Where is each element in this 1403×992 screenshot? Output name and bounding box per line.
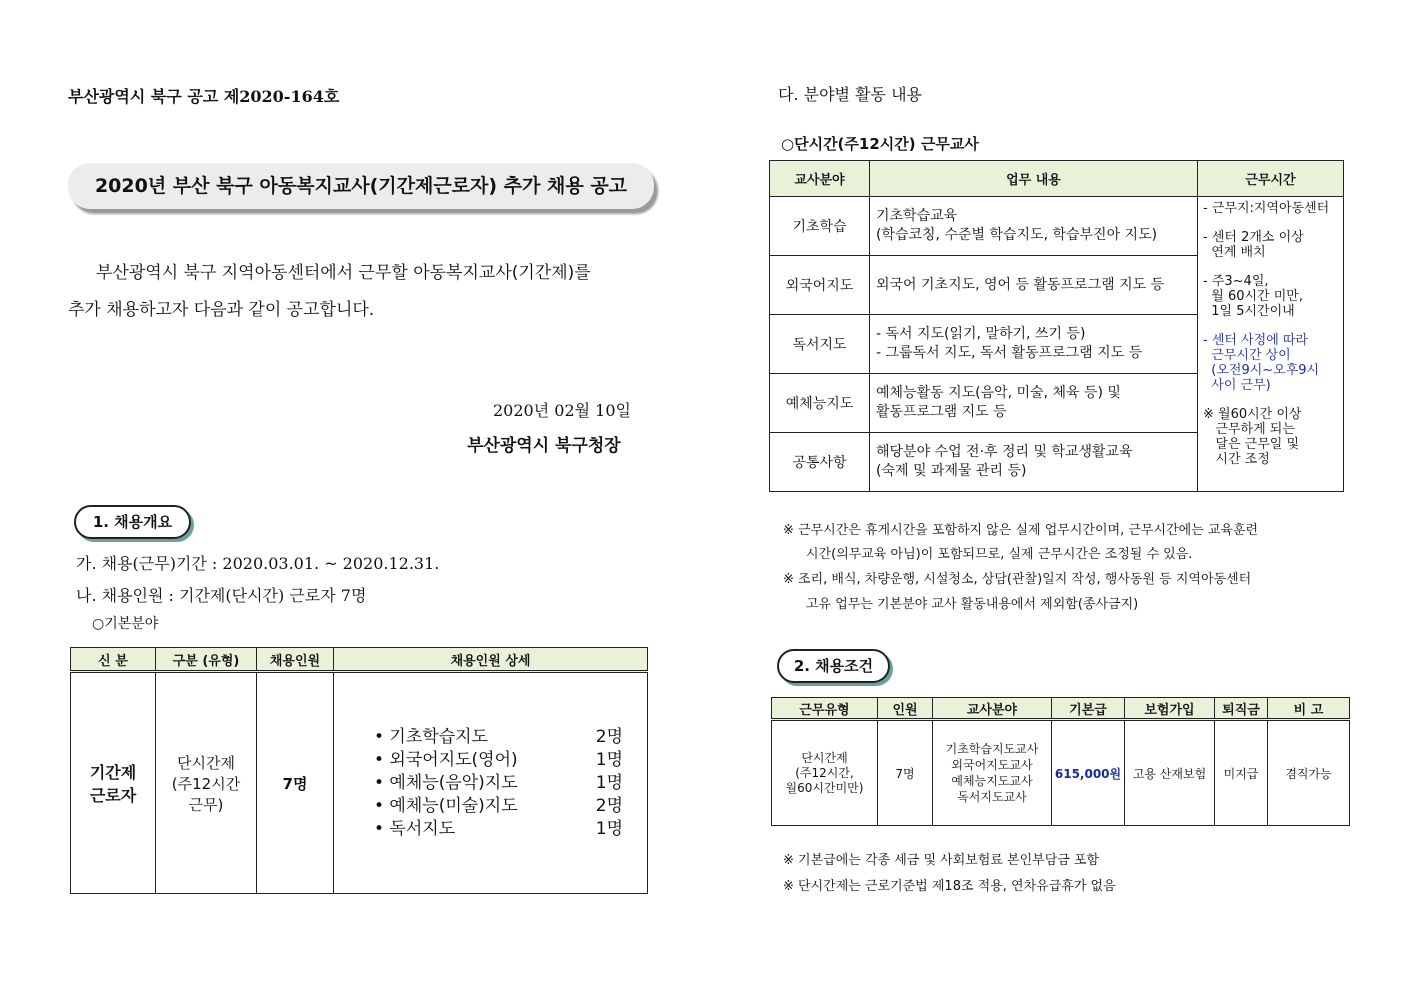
hours-varies: - 센터 사정에 따라 근무시간 상이 (오전9시~오후9시 사이 근무) [1203, 333, 1320, 393]
announcement-date: 2020년 02월 10일 [493, 401, 631, 420]
detail-item: • 예체능(미술)지도 2명 [374, 795, 623, 816]
remarks-cell: 겸직가능 [1268, 720, 1350, 826]
detail-item: • 외국어지도(영어) 1명 [374, 749, 623, 770]
detail-cell [334, 672, 648, 894]
col-teacher-field: 교사분야 [933, 698, 1052, 720]
people-cell: 7명 [878, 720, 933, 826]
detail-item: • 독서지도 1명 [374, 818, 623, 839]
detail-item: • 예체능(음악)지도 1명 [374, 772, 623, 793]
activity-heading: 다. 분야별 활동 내용 [778, 85, 922, 104]
field-cell: 독서지도 [770, 315, 870, 374]
section-1-heading: 1. 채용개요 [74, 505, 191, 539]
col-remarks: 비 고 [1268, 698, 1350, 720]
content-cell: 해당분야 수업 전·후 정리 및 학교생활교육 (숙제 및 과제물 관리 등) [870, 433, 1198, 492]
field-cell: 공통사항 [770, 433, 870, 492]
hours-cell [1198, 197, 1344, 492]
teacher-field-cell: 기초학습지도교사 외국어지도교사 예체능지도교사 독서지도교사 [933, 720, 1052, 826]
content-cell: 기초학습교육 (학습코칭, 수준별 학습지도, 학습부진아 지도) [870, 197, 1198, 256]
notice-number: 부산광역시 북구 공고 제2020-164호 [68, 87, 340, 106]
issuer: 부산광역시 북구청장 [467, 436, 621, 456]
note-3: ※ 기본급에는 각종 세금 및 사회보험료 본인부담금 포함 [783, 853, 1100, 868]
activity-table [769, 160, 1344, 492]
count-cell: 7명 [257, 672, 334, 894]
note-4: ※ 단시간제는 근로기준법 제18조 적용, 연차유급휴가 없음 [783, 879, 1116, 894]
insurance-cell: 고용 산재보험 [1125, 720, 1215, 826]
col-hours: 근무시간 [1198, 161, 1344, 197]
col-insurance: 보험가입 [1125, 698, 1215, 720]
basic-field-label: ○기본분야 [92, 616, 159, 632]
conditions-table [771, 697, 1350, 826]
work-type-cell: 단시간제 (주12시간, 월60시간미만) [772, 720, 878, 826]
severance-cell: 미지급 [1215, 720, 1268, 826]
base-pay-cell: 615,000원 [1052, 720, 1125, 826]
col-detail: 채용인원 상세 [334, 648, 648, 672]
detail-item: • 기초학습지도 2명 [374, 726, 623, 747]
section-2-heading: 2. 채용조건 [777, 649, 890, 683]
col-field: 교사분야 [770, 161, 870, 197]
status-cell: 기간제 근로자 [71, 672, 156, 894]
recruit-period: 가. 채용(근무)기간 : 2020.03.01. ~ 2020.12.31. [76, 554, 440, 573]
col-work-type: 근무유형 [772, 698, 878, 720]
field-cell: 예체능지도 [770, 374, 870, 433]
type-cell: 단시간제 (주12시간 근무) [156, 672, 257, 894]
activity-subheading: ○단시간(주12시간) 근무교사 [781, 135, 979, 153]
hours-centers: - 센터 2개소 이상 연계 배치 [1203, 230, 1304, 260]
hours-workplace: - 근무지:지역아동센터 [1203, 201, 1330, 216]
recruit-headcount: 나. 채용인원 : 기간제(단시간) 근로자 7명 [76, 586, 367, 605]
note-2a: ※ 조리, 배식, 차량운행, 시설청소, 상담(관찰)일지 작성, 행사동원 등 지역아동센터 [783, 572, 1252, 587]
col-severance: 퇴직금 [1215, 698, 1268, 720]
note-2b: 고유 업무는 기본분야 교사 활동내용에서 제외함(종사금지) [806, 597, 1139, 612]
content-cell: 예체능활동 지도(음악, 미술, 체육 등) 및 활동프로그램 지도 등 [870, 374, 1198, 433]
col-count: 채용인원 [257, 648, 334, 672]
col-base-pay: 기본급 [1052, 698, 1125, 720]
page-title: 2020년 부산 북구 아동복지교사(기간제근로자) 추가 채용 공고 [94, 175, 628, 197]
col-content: 업무 내용 [870, 161, 1198, 197]
intro-line-2: 추가 채용하고자 다음과 같이 공고합니다. [68, 300, 375, 320]
intro-line-1: 부산광역시 북구 지역아동센터에서 근무할 아동복지교사(기간제)를 [96, 263, 591, 283]
note-1a: ※ 근무시간은 휴게시간을 포함하지 않은 실제 업무시간이며, 근무시간에는 교육훈련 [783, 523, 1259, 538]
field-cell: 기초학습 [770, 197, 870, 256]
col-people: 인원 [878, 698, 933, 720]
hours-days: - 주3~4일, 월 60시간 미만, 1일 5시간이내 [1203, 274, 1303, 319]
recruit-table [70, 647, 648, 894]
content-cell: - 독서 지도(읽기, 말하기, 쓰기 등) - 그룹독서 지도, 독서 활동프로그램 지도 등 [870, 315, 1198, 374]
note-1b: 시간(의무교육 아님)이 포함되므로, 실제 근무시간은 조정될 수 있음. [806, 547, 1193, 562]
col-status: 신 분 [71, 648, 156, 672]
content-cell: 외국어 기초지도, 영어 등 활동프로그램 지도 등 [870, 256, 1198, 315]
field-cell: 외국어지도 [770, 256, 870, 315]
hours-adjust: ※ 월60시간 이상 근무하게 되는 달은 근무일 및 시간 조정 [1203, 407, 1302, 467]
col-type: 구분 (유형) [156, 648, 257, 672]
